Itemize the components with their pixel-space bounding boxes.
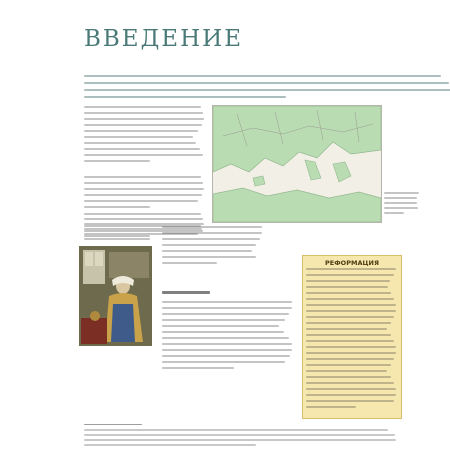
page-title: ВВЕДЕНИЕ bbox=[84, 26, 243, 52]
text-line bbox=[84, 112, 203, 114]
text-line bbox=[162, 355, 290, 357]
text-line bbox=[162, 349, 292, 351]
text-line bbox=[306, 340, 394, 342]
text-line bbox=[84, 218, 203, 220]
column-middle-bottom bbox=[162, 301, 292, 373]
footnote-rule bbox=[84, 424, 142, 428]
text-line bbox=[84, 200, 198, 202]
text-line bbox=[162, 319, 285, 321]
text-line bbox=[384, 202, 417, 204]
column-left-top bbox=[84, 106, 204, 166]
text-line bbox=[162, 232, 262, 234]
text-line bbox=[306, 376, 391, 378]
text-line bbox=[84, 124, 202, 126]
text-line bbox=[306, 382, 394, 384]
text-line bbox=[162, 256, 256, 258]
text-line bbox=[84, 96, 286, 98]
text-line bbox=[162, 301, 292, 303]
text-line bbox=[84, 176, 201, 178]
text-line bbox=[306, 280, 390, 282]
text-line bbox=[84, 194, 202, 196]
text-line bbox=[306, 268, 396, 270]
text-line bbox=[306, 292, 391, 294]
text-line bbox=[384, 197, 417, 199]
text-line bbox=[384, 207, 418, 209]
text-line bbox=[162, 325, 279, 327]
text-line bbox=[162, 313, 289, 315]
text-line bbox=[306, 388, 396, 390]
text-line bbox=[162, 337, 289, 339]
text-line bbox=[162, 291, 210, 294]
text-line bbox=[306, 406, 356, 408]
text-line bbox=[162, 367, 234, 369]
text-line bbox=[306, 274, 394, 276]
text-line bbox=[384, 212, 404, 214]
footnotes bbox=[84, 429, 396, 449]
box-title: РЕФОРМАЦИЯ bbox=[325, 259, 379, 267]
box-text bbox=[306, 268, 396, 412]
text-line bbox=[84, 154, 203, 156]
text-line bbox=[306, 370, 387, 372]
text-line bbox=[306, 334, 391, 336]
text-line bbox=[384, 192, 419, 194]
column-middle-top bbox=[162, 226, 262, 268]
text-line bbox=[84, 89, 450, 91]
text-line bbox=[84, 213, 201, 215]
text-line bbox=[306, 316, 394, 318]
text-line bbox=[306, 400, 394, 402]
text-line bbox=[84, 444, 256, 446]
text-line bbox=[84, 429, 388, 431]
text-line bbox=[84, 136, 193, 138]
text-line bbox=[306, 322, 391, 324]
text-line bbox=[84, 188, 204, 190]
subheading-habsburgs bbox=[162, 291, 210, 299]
text-line bbox=[84, 82, 449, 84]
text-line bbox=[162, 238, 260, 240]
text-line bbox=[162, 307, 292, 309]
text-line bbox=[162, 331, 284, 333]
text-line bbox=[306, 298, 394, 300]
text-line bbox=[162, 250, 252, 252]
text-line bbox=[84, 235, 150, 237]
text-line bbox=[306, 286, 388, 288]
text-line bbox=[84, 160, 150, 162]
text-line bbox=[84, 439, 396, 441]
intro-paragraph bbox=[84, 75, 450, 103]
text-line bbox=[84, 206, 150, 208]
text-line bbox=[84, 118, 204, 120]
text-line bbox=[306, 394, 396, 396]
text-line bbox=[306, 328, 387, 330]
text-line bbox=[84, 106, 201, 108]
text-line bbox=[162, 244, 256, 246]
text-line bbox=[84, 434, 395, 436]
text-line bbox=[84, 130, 198, 132]
text-line bbox=[84, 182, 203, 184]
text-line bbox=[162, 226, 262, 228]
text-line bbox=[162, 361, 285, 363]
text-line bbox=[84, 75, 441, 77]
painting-image bbox=[79, 246, 152, 346]
text-line bbox=[84, 148, 200, 150]
text-line bbox=[306, 352, 396, 354]
text-line bbox=[84, 424, 142, 425]
text-line bbox=[306, 304, 396, 306]
text-line bbox=[306, 310, 396, 312]
text-line bbox=[84, 142, 196, 144]
text-line bbox=[306, 346, 396, 348]
text-line bbox=[162, 262, 217, 264]
text-line bbox=[162, 343, 292, 345]
text-line bbox=[306, 358, 394, 360]
map-side-caption bbox=[384, 192, 420, 217]
map-figure bbox=[212, 105, 382, 223]
column-left-bottom bbox=[84, 176, 204, 212]
text-line bbox=[306, 364, 391, 366]
